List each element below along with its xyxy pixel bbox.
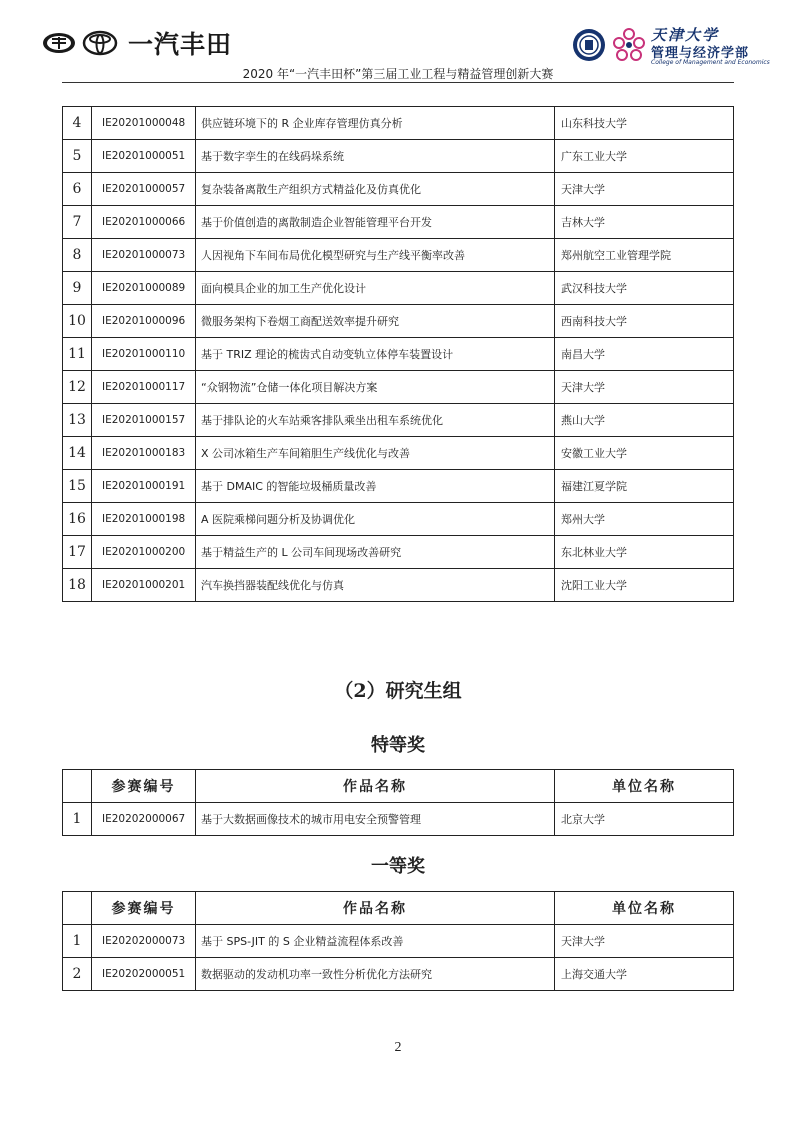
entry-title: 基于价值创造的离散制造企业智能管理平台开发 bbox=[196, 206, 555, 239]
entry-unit: 武汉科技大学 bbox=[555, 272, 734, 305]
entry-unit: 天津大学 bbox=[555, 173, 734, 206]
column-header-code: 参赛编号 bbox=[92, 770, 196, 803]
table-row bbox=[63, 404, 734, 437]
special-prize-table bbox=[62, 769, 734, 836]
special-prize-heading: 特等奖 bbox=[371, 735, 425, 756]
table-row bbox=[63, 958, 734, 991]
column-header-unit: 单位名称 bbox=[555, 770, 734, 803]
entry-unit: 上海交通大学 bbox=[555, 958, 734, 991]
sponsor-logo bbox=[42, 28, 232, 58]
entry-unit: 燕山大学 bbox=[555, 404, 734, 437]
row-number: 6 bbox=[63, 173, 92, 206]
entry-code: IE20201000201 bbox=[92, 569, 196, 602]
entry-code: IE20202000067 bbox=[92, 803, 196, 836]
table-row bbox=[63, 305, 734, 338]
entry-unit: 郑州大学 bbox=[555, 503, 734, 536]
row-number: 1 bbox=[63, 803, 92, 836]
table-row bbox=[63, 272, 734, 305]
page-header bbox=[0, 0, 796, 80]
table-row bbox=[63, 925, 734, 958]
entry-unit: 南昌大学 bbox=[555, 338, 734, 371]
entry-unit: 北京大学 bbox=[555, 803, 734, 836]
entry-unit: 吉林大学 bbox=[555, 206, 734, 239]
row-number: 9 bbox=[63, 272, 92, 305]
section-heading: （2）研究生组 bbox=[334, 680, 462, 702]
column-header-num bbox=[63, 770, 92, 803]
row-number: 14 bbox=[63, 437, 92, 470]
table-row bbox=[63, 503, 734, 536]
university-name: 天津大学 bbox=[651, 26, 720, 44]
entry-unit: 西南科技大学 bbox=[555, 305, 734, 338]
entry-title: 面向模具企业的加工生产优化设计 bbox=[196, 272, 555, 305]
table-row bbox=[63, 470, 734, 503]
row-number: 16 bbox=[63, 503, 92, 536]
column-header-title: 作品名称 bbox=[196, 770, 555, 803]
undergraduate-awards-table bbox=[62, 106, 734, 602]
table-header-row bbox=[63, 770, 734, 803]
university-logo bbox=[572, 22, 782, 68]
table-header-row bbox=[63, 892, 734, 925]
entry-unit: 天津大学 bbox=[555, 925, 734, 958]
entry-title: A 医院乘梯问题分析及协调优化 bbox=[196, 503, 555, 536]
entry-unit: 沈阳工业大学 bbox=[555, 569, 734, 602]
tju-seal-icon bbox=[572, 28, 606, 62]
entry-code: IE20202000051 bbox=[92, 958, 196, 991]
toyota-emblem-icon bbox=[82, 30, 118, 56]
school-flower-logo-icon bbox=[610, 26, 648, 64]
entry-title: 复杂装备离散生产组织方式精益化及仿真优化 bbox=[196, 173, 555, 206]
column-header-num bbox=[63, 892, 92, 925]
entry-unit: 东北林业大学 bbox=[555, 536, 734, 569]
first-prize-heading: 一等奖 bbox=[371, 856, 425, 877]
table-row bbox=[63, 239, 734, 272]
table-row bbox=[63, 140, 734, 173]
entry-title: 基于排队论的火车站乘客排队乘坐出租车系统优化 bbox=[196, 404, 555, 437]
row-number: 8 bbox=[63, 239, 92, 272]
row-number: 10 bbox=[63, 305, 92, 338]
entry-title: 基于大数据画像技术的城市用电安全预警管理 bbox=[196, 803, 555, 836]
entry-title: 基于 TRIZ 理论的梳齿式自动变轨立体停车装置设计 bbox=[196, 338, 555, 371]
row-number: 12 bbox=[63, 371, 92, 404]
row-number: 11 bbox=[63, 338, 92, 371]
column-header-code: 参赛编号 bbox=[92, 892, 196, 925]
header-title: 2020 年“一汽丰田杯”第三届工业工程与精益管理创新大赛 bbox=[242, 67, 554, 81]
entry-code: IE20201000096 bbox=[92, 305, 196, 338]
row-number: 18 bbox=[63, 569, 92, 602]
row-number: 7 bbox=[63, 206, 92, 239]
entry-code: IE20202000073 bbox=[92, 925, 196, 958]
entry-title: 微服务架构下卷烟工商配送效率提升研究 bbox=[196, 305, 555, 338]
table-row bbox=[63, 803, 734, 836]
first-prize-table bbox=[62, 891, 734, 991]
entry-code: IE20201000198 bbox=[92, 503, 196, 536]
header-divider bbox=[62, 82, 734, 83]
faw-emblem-icon bbox=[42, 32, 76, 54]
table-row bbox=[63, 569, 734, 602]
entry-title: 数据驱动的发动机功率一致性分析优化方法研究 bbox=[196, 958, 555, 991]
entry-title: 基于数字孪生的在线码垛系统 bbox=[196, 140, 555, 173]
entry-title: 基于 SPS-JIT 的 S 企业精益流程体系改善 bbox=[196, 925, 555, 958]
entry-code: IE20201000089 bbox=[92, 272, 196, 305]
entry-title: X 公司冰箱生产车间箱胆生产线优化与改善 bbox=[196, 437, 555, 470]
entry-unit: 福建江夏学院 bbox=[555, 470, 734, 503]
page-number: 2 bbox=[394, 1040, 402, 1055]
entry-unit: 郑州航空工业管理学院 bbox=[555, 239, 734, 272]
entry-title: 基于 DMAIC 的智能垃圾桶质量改善 bbox=[196, 470, 555, 503]
entry-code: IE20201000066 bbox=[92, 206, 196, 239]
entry-code: IE20201000191 bbox=[92, 470, 196, 503]
entry-code: IE20201000183 bbox=[92, 437, 196, 470]
table-row bbox=[63, 437, 734, 470]
table-row bbox=[63, 371, 734, 404]
table-row bbox=[63, 338, 734, 371]
entry-title: 基于精益生产的 L 公司车间现场改善研究 bbox=[196, 536, 555, 569]
brand-wordmark: 一汽丰田 bbox=[128, 30, 233, 59]
table-row bbox=[63, 107, 734, 140]
row-number: 13 bbox=[63, 404, 92, 437]
column-header-title: 作品名称 bbox=[196, 892, 555, 925]
entry-unit: 山东科技大学 bbox=[555, 107, 734, 140]
column-header-unit: 单位名称 bbox=[555, 892, 734, 925]
row-number: 5 bbox=[63, 140, 92, 173]
entry-code: IE20201000057 bbox=[92, 173, 196, 206]
table-row bbox=[63, 206, 734, 239]
row-number: 1 bbox=[63, 925, 92, 958]
row-number: 17 bbox=[63, 536, 92, 569]
entry-unit: 天津大学 bbox=[555, 371, 734, 404]
table-row bbox=[63, 173, 734, 206]
school-name-english: College of Management and Economics bbox=[651, 59, 770, 66]
table-row bbox=[63, 536, 734, 569]
entry-title: 汽车换挡器装配线优化与仿真 bbox=[196, 569, 555, 602]
entry-code: IE20201000117 bbox=[92, 371, 196, 404]
entry-code: IE20201000200 bbox=[92, 536, 196, 569]
entry-title: 供应链环境下的 R 企业库存管理仿真分析 bbox=[196, 107, 555, 140]
school-name: 管理与经济学部 bbox=[651, 46, 750, 61]
entry-title: 人因视角下车间布局优化模型研究与生产线平衡率改善 bbox=[196, 239, 555, 272]
entry-unit: 安徽工业大学 bbox=[555, 437, 734, 470]
entry-unit: 广东工业大学 bbox=[555, 140, 734, 173]
entry-code: IE20201000157 bbox=[92, 404, 196, 437]
row-number: 2 bbox=[63, 958, 92, 991]
row-number: 4 bbox=[63, 107, 92, 140]
entry-title: “众钢物流”仓储一体化项目解决方案 bbox=[196, 371, 555, 404]
entry-code: IE20201000073 bbox=[92, 239, 196, 272]
entry-code: IE20201000051 bbox=[92, 140, 196, 173]
row-number: 15 bbox=[63, 470, 92, 503]
entry-code: IE20201000048 bbox=[92, 107, 196, 140]
entry-code: IE20201000110 bbox=[92, 338, 196, 371]
